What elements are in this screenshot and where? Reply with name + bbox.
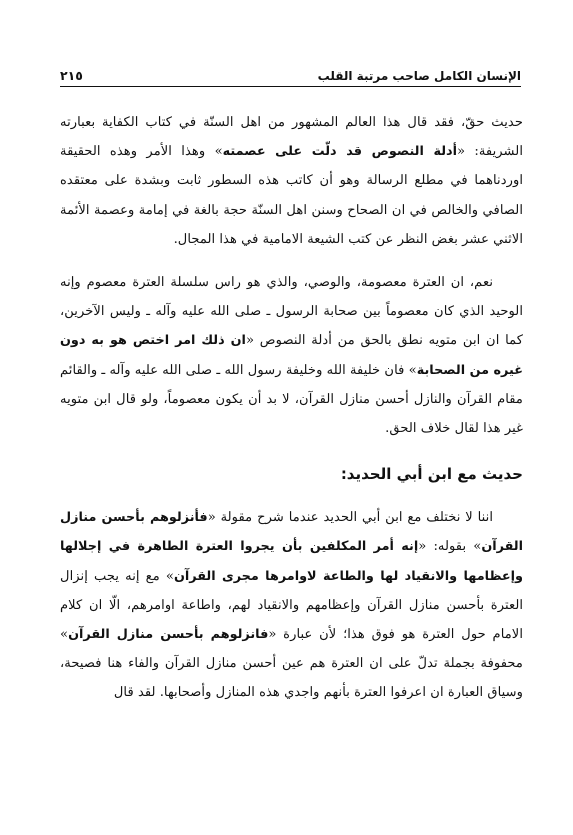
paragraph-3-text-c: » مع إنه يجب إنزال العترة بأحسن منازل القرآن وإعظامهم والانقياد لهم، واطاعة اوامرهم، الّا ان كلام الامام حول العترة هو فوق هذا؛ لأن عبارة «: [60, 568, 523, 643]
paragraph-3: [60, 503, 523, 707]
paragraph-3-bold-quote-1: فأنزلوهم بأحسن منازل القرآن: [60, 510, 523, 555]
paragraph-2-bold-quote: ان ذلك امر اختص هو به دون غيره من الصحابة: [60, 333, 523, 378]
paragraph-3-bold-quote-3: فانزلوهم بأحسن منازل القرآن: [68, 627, 269, 643]
paragraph-1-text-b: » وهذا الأمر وهذه الحقيقة اوردناهما في مطلع الرسالة وهو أن كاتب هذه السطور ثابت وبشدة على معتقده الصافي والخالص في ان الصحاح وسنن اهل السنّة حجة بالغة في إمامة وعصمة الأئمة الاثني عشر بغض النظر عن كتب الشيعة الامامية في هذا المجال.: [60, 144, 523, 247]
paragraph-2: [60, 268, 523, 443]
paragraph-2-text-b: » فان خليفة الله وخليفة رسول الله ـ صلى الله عليه وآله ـ والقائم مقام القرآن والنازل أحسن منازل القرآن، لا بد أن يكون معصوماً، ولو قال ابن متويه غير هذا لقال خلاف الحق.: [60, 362, 523, 437]
running-header-title: الإنسان الكامل صاحب مرتبة القلب: [317, 69, 521, 83]
page-number: ٢١٥: [60, 68, 83, 83]
paragraph-3-text-a: اننا لا نختلف مع ابن أبي الحديد عندما شرح مقولة «: [207, 510, 493, 526]
paragraph-2-text-a: نعم، ان العترة معصومة، والوصي، والذي هو راس سلسلة العترة معصوم وإنه الوحيد الذي كان معصوماً بين صحابة الرسول ـ صلى الله عليه وآله ـ وليس الآخرين، كما ان ابن متويه نطق بالحق من أدلة النصوص «: [60, 275, 523, 349]
running-header: [60, 62, 521, 87]
paragraph-1-bold-quote: أدلة النصوص قد دلّت على عصمته: [222, 144, 457, 160]
section-heading: حديث مع ابن أبي الحديد:: [340, 465, 523, 484]
page-body: [60, 108, 523, 722]
paragraph-3-bold-quote-2: إنه أمر المكلفين بأن يجروا العترة الطاهرة في إجلالها وإعظامها والانقياد لها والطاعة لاوامرها مجرى القرآن: [60, 539, 524, 584]
paragraph-1-text-a: حديث حقّ، فقد قال هذا العالم المشهور من اهل السنّة في كتاب الكفاية بعبارته الشريفة: «: [60, 115, 523, 160]
paragraph-3-text-d: » محفوفة بجملة تدلّ على ان العترة هم عين أحسن منازل القرآن والفاء هنا فصيحة، وسياق العبارة ان اعرفوا العترة بأنهم واجدي هذه المنازل وأصحابها. لقد قال: [60, 627, 523, 701]
paragraph-3-text-b: » بقوله: «: [418, 539, 482, 555]
paragraph-1: [60, 108, 523, 254]
